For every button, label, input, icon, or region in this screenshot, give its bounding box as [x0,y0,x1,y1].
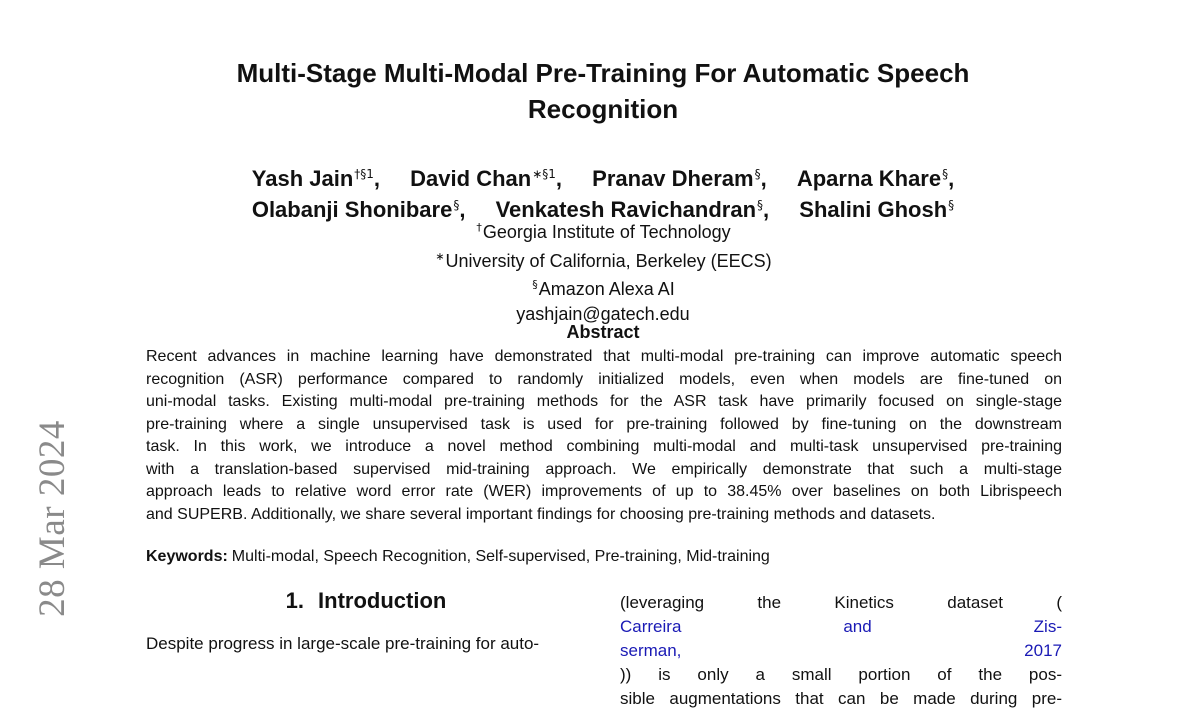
abstract-heading: Abstract [566,322,640,342]
citation-link[interactable]: serman, 2017 [620,641,1062,660]
body-text: (leveraging the Kinetics dataset ( [620,593,1062,612]
abstract-line: approach leads to relative word error rate (WER) improvements of up to 38.45% over baselines on both Librispeech [146,483,1062,500]
author [410,166,562,191]
right-column-text [620,591,1062,711]
author-separator: , [763,197,770,222]
author-email: yashjain@gatech.edu [516,303,690,324]
author-separator: , [948,166,955,191]
author-marks: § [757,198,764,212]
author-name: Shalini Ghosh [799,197,948,222]
affiliation-mark: † [476,221,482,234]
abstract-text [146,346,1062,526]
author-name: Pranav Dheram [592,166,754,191]
author-name: Yash Jain [251,166,354,191]
abstract-line: Recent advances in machine learning have demonstrated that multi-modal pre-training can improve automatic speech [146,348,1062,365]
section-heading [146,586,586,616]
affiliation-mark: § [532,278,538,291]
arxiv-date-stamp [30,412,74,624]
abstract-line: with a translation-based supervised mid-training approach. We empirically demonstrate that such a multi-stage [146,460,1062,478]
author-separator: , [373,166,381,191]
keywords [146,546,770,568]
paper-title-line-2: Recognition [527,94,679,124]
author [797,166,954,191]
author-separator: , [459,197,466,222]
author-list [150,161,1056,223]
author-name: Olabanji Shonibare [251,197,453,222]
author-separator: , [760,166,767,191]
paper-title [150,55,1056,127]
abstract-line: and SUPERB. Additionally, we share several important findings for choosing pre-training methods and datasets. [146,505,936,523]
abstract-line: task. In this work, we introduce a novel method combining multi-modal and multi-task unsupervised pre-training [146,438,1062,455]
author-marks: § [942,167,949,181]
author-name: Venkatesh Ravichandran [495,197,757,222]
section-number: 1. [285,588,305,613]
affiliation-list [150,216,1056,326]
paper-title-line-1: Multi-Stage Multi-Modal Pre-Training For Automatic Speech [236,58,970,88]
affiliation-text: University of California, Berkeley (EECS) [445,250,772,271]
affiliation-text: Amazon Alexa AI [538,279,675,299]
author-marks: § [453,198,460,212]
author-marks: § [948,198,955,212]
left-column-text: Despite progress in large-scale pre-training for auto- [146,634,540,653]
author [592,166,767,191]
citation-link[interactable]: Carreira and Zis- [620,617,1062,636]
author-row-1 [150,161,1056,192]
affiliation [150,273,1056,302]
right-column-line-2 [620,639,1062,687]
keywords-text: Multi-modal, Speech Recognition, Self-supervised, Pre-training, Mid-training [231,548,770,565]
author-marks: § [754,167,761,181]
abstract-line: recognition (ASR) performance compared to randomly initialized models, even when models are fine-tuned on [146,370,1062,388]
abstract-line: pre-training where a single unsupervised task is used for pre-training followed by fine-tuning on the downstream [146,415,1062,433]
right-column-line-3: sible augmentations that can be made during pre- [620,689,1062,708]
section-title: Introduction [318,588,447,613]
affiliation [150,216,1056,245]
author-marks: ∗§1 [532,167,556,181]
author-name: Aparna Khare [796,166,942,191]
affiliation-text: Georgia Institute of Technology [482,222,731,242]
right-column-line-1 [620,591,1062,639]
affiliation [150,245,1056,274]
author-separator: , [555,166,563,191]
author-name: David Chan [410,166,532,191]
author-marks: †§1 [354,167,374,181]
abstract-line: uni-modal tasks. Existing multi-modal pre-training methods for the ASR task have primarily focused on single-stage [146,393,1062,410]
author [252,166,380,191]
affiliation-mark: ∗ [435,249,445,263]
arxiv-date-text: 28 Mar 2024 [31,419,73,617]
keywords-label: Keywords: [146,548,228,565]
body-text: )) is only a small portion of the pos- [620,665,1062,684]
